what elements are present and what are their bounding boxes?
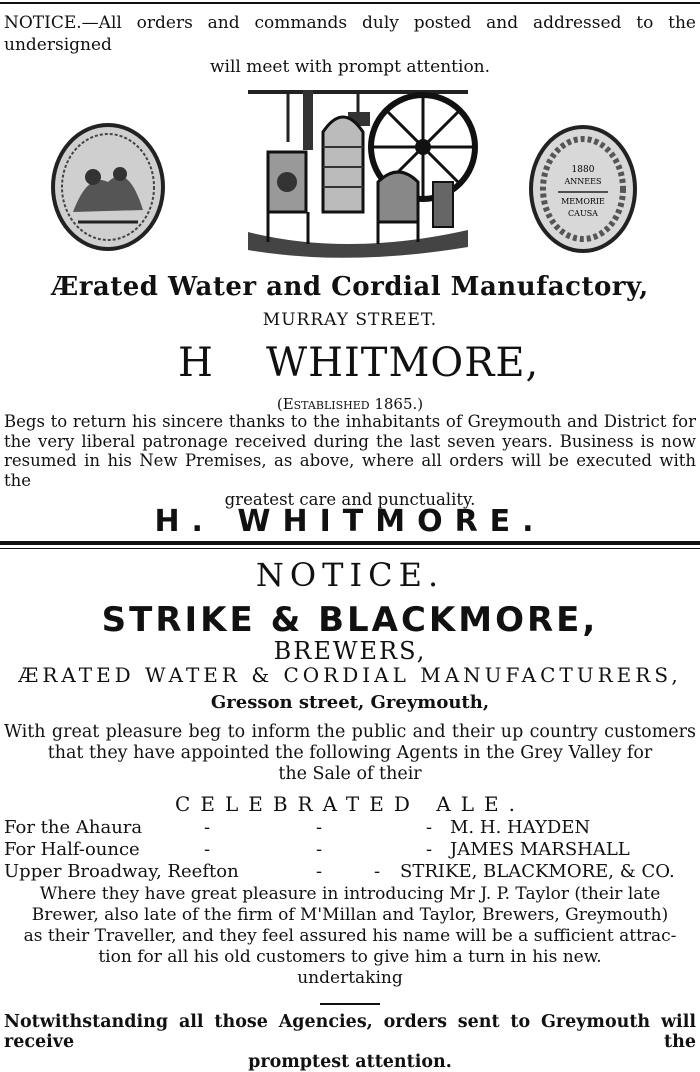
divider-thin bbox=[0, 548, 700, 549]
top-rule bbox=[0, 2, 700, 4]
strike-traveller-line4: tion for all his old customers to give him a turn in his new. bbox=[98, 947, 602, 967]
notice-top bbox=[0, 12, 700, 78]
agent-place: For Half-ounce bbox=[4, 839, 140, 860]
medal-right-line3: MEMORIE bbox=[561, 197, 605, 206]
agent-dash: - bbox=[204, 817, 211, 838]
whitmore-signature: H. WHITMORE. bbox=[154, 504, 546, 539]
whitmore-body-line4: greatest care and punctuality. bbox=[224, 490, 476, 509]
agent-dash: - bbox=[316, 861, 323, 882]
whitmore-body bbox=[0, 412, 700, 510]
strike-footer-line2: promptest attention. bbox=[248, 1052, 452, 1072]
whitmore-body-line3: resumed in his New Premises, as above, where all orders will be executed with the bbox=[4, 451, 696, 490]
agent-name: M. H. HAYDEN bbox=[450, 817, 591, 838]
divider-thick bbox=[0, 541, 700, 545]
agent-dash: - bbox=[426, 817, 433, 838]
agent-dash: - bbox=[426, 839, 433, 860]
strike-intro bbox=[0, 722, 700, 785]
whitmore-business-title: Ærated Water and Cordial Manufactory, bbox=[51, 272, 649, 302]
agent-name: JAMES MARSHALL bbox=[450, 839, 630, 860]
agent-row-reefton bbox=[4, 861, 694, 883]
footer-short-rule bbox=[320, 1003, 380, 1005]
strike-traveller-line1: Where they have great pleasure in introducing Mr J. P. Taylor (their late bbox=[39, 884, 661, 904]
strike-address: Gresson street, Greymouth, bbox=[210, 692, 490, 713]
agent-dash: - bbox=[316, 839, 323, 860]
strike-traveller-line2: Brewer, also late of the firm of M'Millan and Taylor, Brewers, Greymouth) bbox=[31, 905, 669, 925]
agent-place: For the Ahaura bbox=[4, 817, 143, 838]
strike-trade: BREWERS, bbox=[273, 637, 427, 665]
medal-right-line4: CAUSA bbox=[568, 209, 598, 218]
strike-traveller bbox=[0, 884, 700, 989]
strike-traveller-line5: undertaking bbox=[297, 968, 403, 988]
notice-top-line1: NOTICE.—All orders and commands duly posted and addressed to the undersigned bbox=[4, 13, 696, 55]
whitmore-surname: WHITMORE, bbox=[266, 340, 540, 386]
illustration bbox=[0, 72, 700, 272]
strike-intro-line1: With great pleasure beg to inform the public and their up country customers bbox=[4, 722, 696, 742]
strike-intro-line2: that they have appointed the following Agents in the Grey Valley for bbox=[47, 743, 653, 763]
agent-place: Upper Broadway, Reefton bbox=[4, 861, 239, 882]
machinery-icon bbox=[228, 72, 478, 262]
medal-right-icon bbox=[528, 124, 638, 254]
strike-firm: STRIKE & BLACKMORE, bbox=[101, 600, 599, 640]
medal-left-icon bbox=[48, 122, 168, 252]
medal-right-line1: 1880 bbox=[571, 165, 595, 175]
strike-notice-heading: NOTICE. bbox=[255, 556, 445, 594]
strike-sub: ÆRATED WATER & CORDIAL MANUFACTURERS, bbox=[18, 663, 682, 687]
strike-footer bbox=[0, 1012, 700, 1072]
whitmore-initial: H bbox=[178, 340, 213, 386]
whitmore-body-line1: Begs to return his sincere thanks to the inhabitants of Greymouth and District for bbox=[4, 412, 696, 431]
agent-dash: - bbox=[204, 839, 211, 860]
notice-top-line2: will meet with prompt attention. bbox=[209, 57, 491, 77]
agent-row-ahaura bbox=[4, 817, 694, 839]
medal-right-line2: ANNEES bbox=[564, 177, 602, 186]
strike-celebrated: CELEBRATED ALE. bbox=[175, 792, 525, 816]
whitmore-street: MURRAY STREET. bbox=[262, 310, 438, 330]
whitmore-body-line2: the very liberal patronage received during the last seven years. Business is now bbox=[4, 431, 696, 451]
whitmore-established: (Established 1865.) bbox=[276, 395, 424, 413]
strike-traveller-line3: as their Traveller, and they feel assured his name will be a sufficient attrac- bbox=[23, 926, 677, 946]
strike-intro-line3: the Sale of their bbox=[278, 764, 422, 784]
strike-footer-line1: Notwithstanding all those Agencies, orders sent to Greymouth will receive the bbox=[4, 1012, 696, 1052]
agent-name: STRIKE, BLACKMORE, & CO. bbox=[400, 861, 675, 882]
agent-dash: - bbox=[374, 861, 381, 882]
whitmore-name bbox=[0, 340, 700, 390]
agent-row-half-ounce bbox=[4, 839, 694, 861]
agent-dash: - bbox=[316, 817, 323, 838]
